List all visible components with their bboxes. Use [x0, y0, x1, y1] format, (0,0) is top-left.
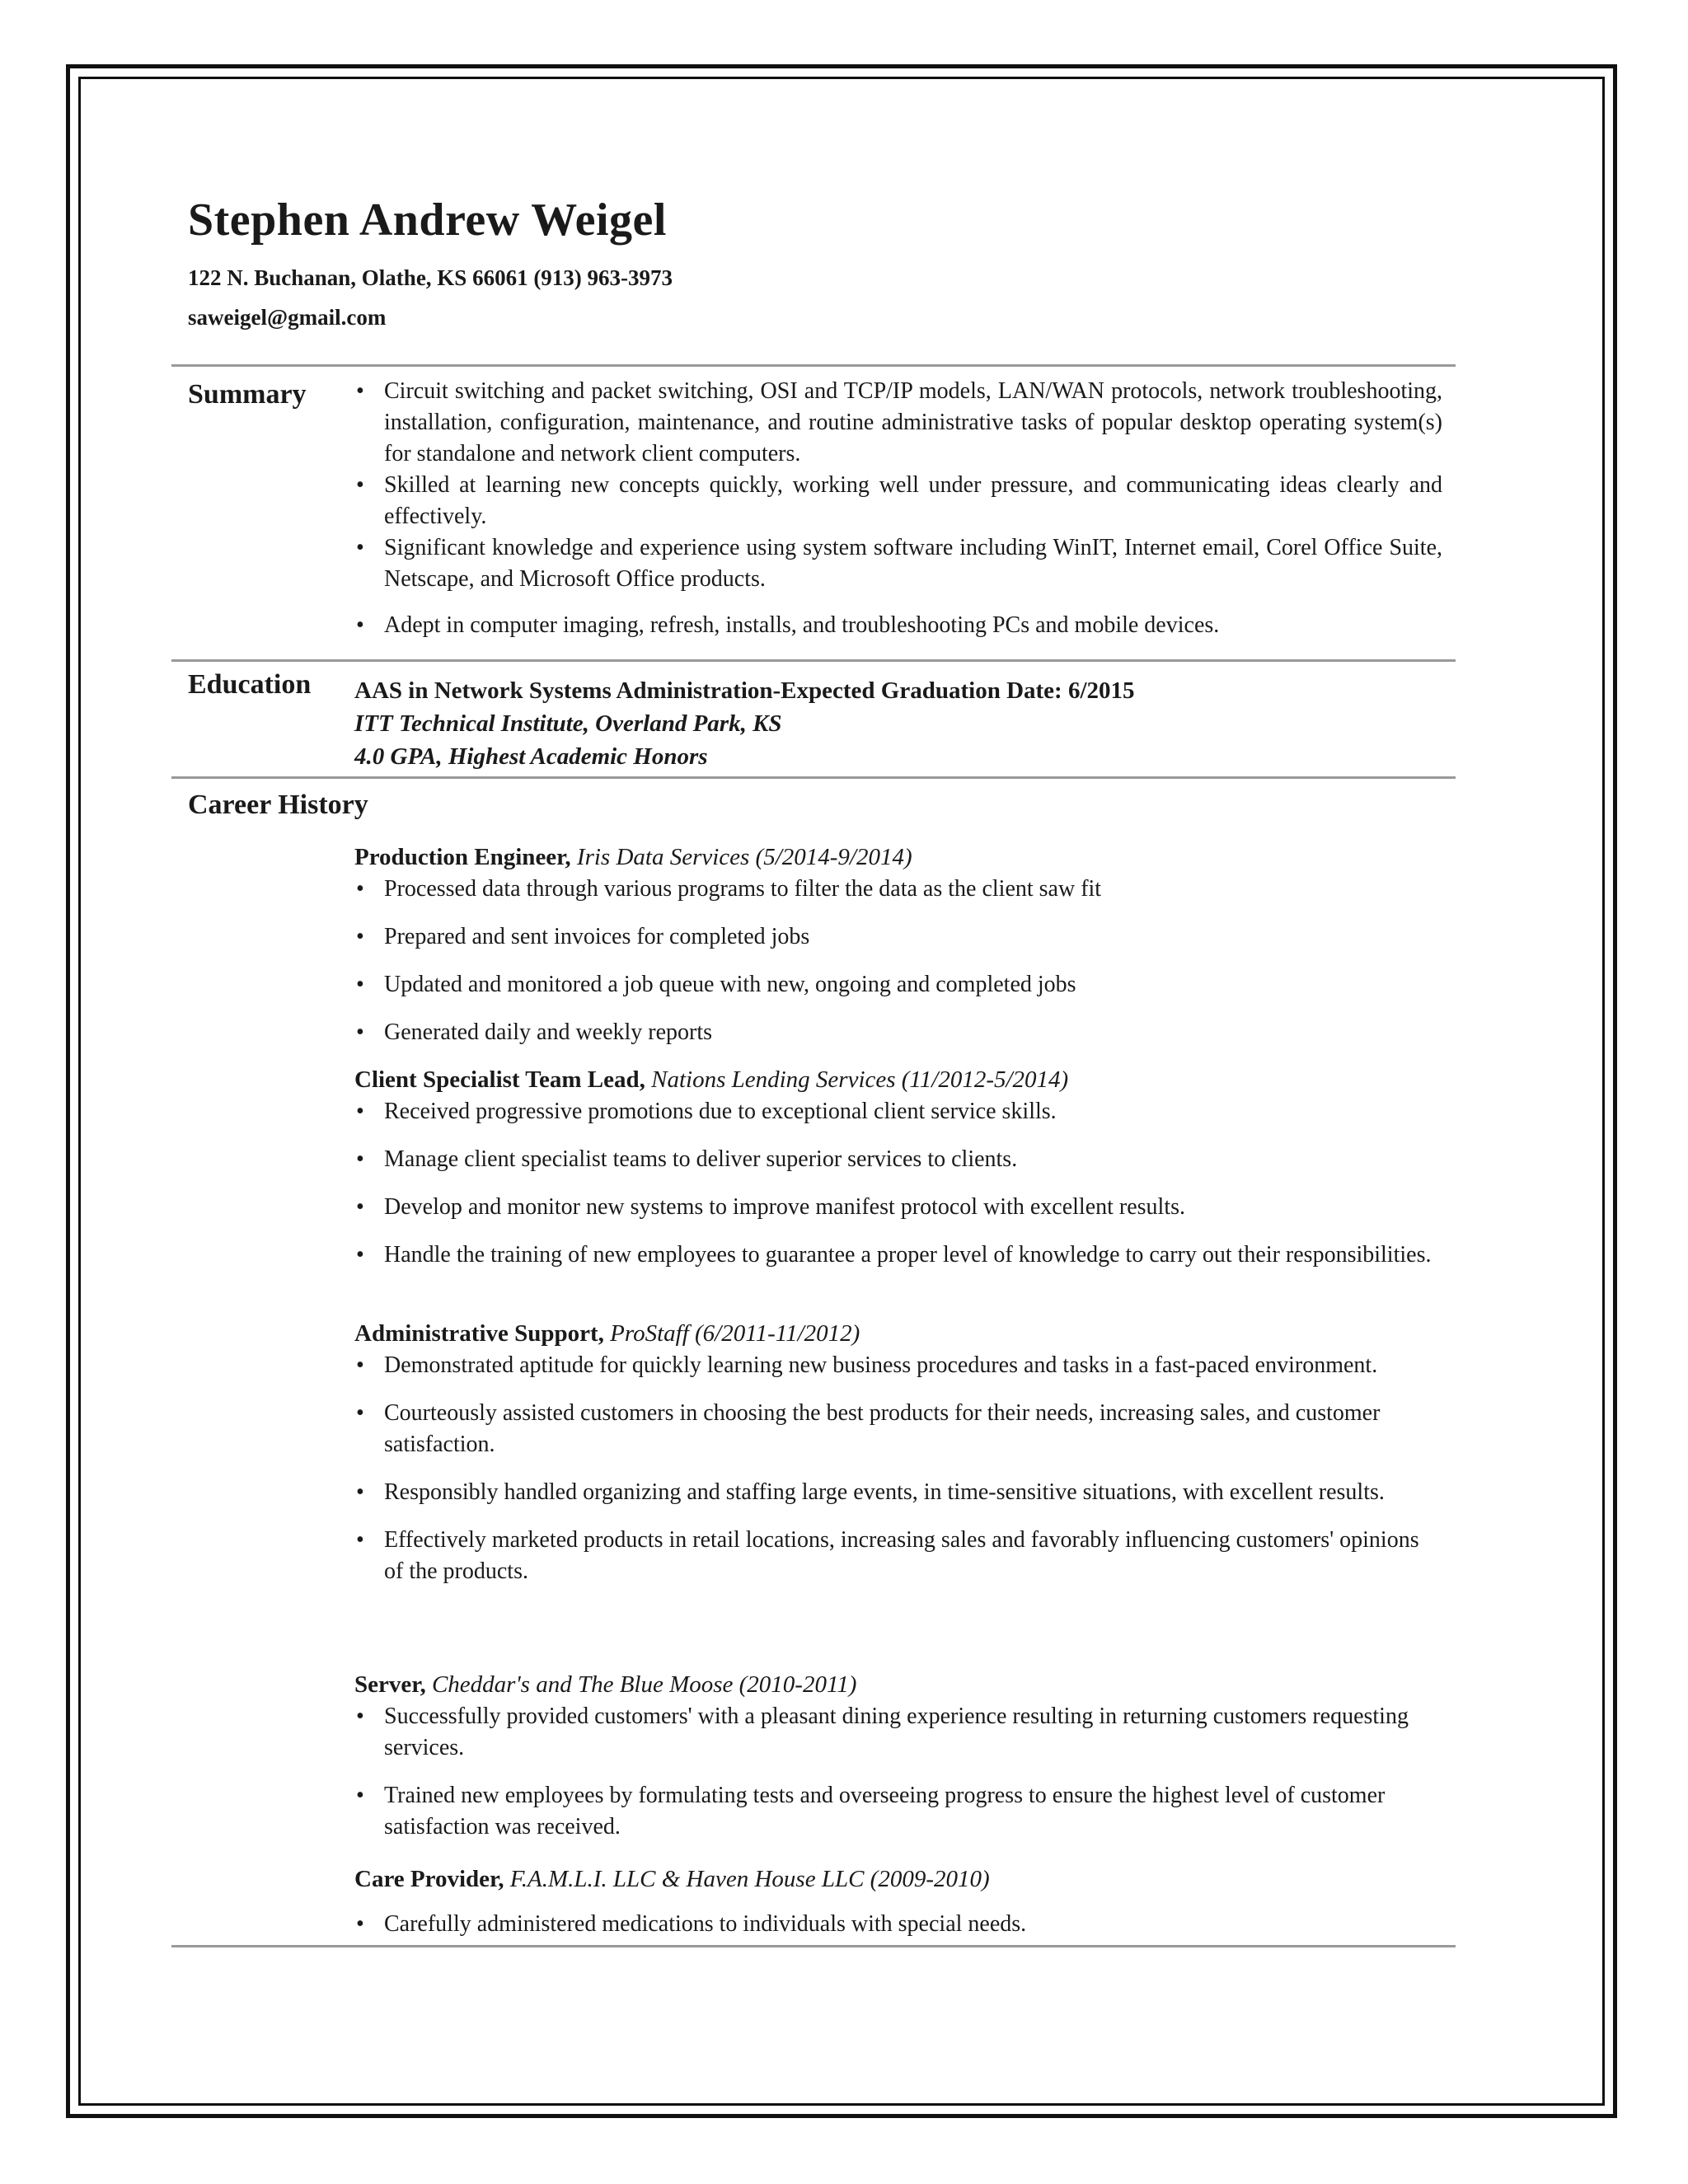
job-bullet: • Prepared and sent invoices for completed jobs: [354, 921, 1442, 953]
job-title: Administrative Support,: [354, 1320, 604, 1347]
job-bullet: • Effectively marketed products in retail locations, increasing sales and favorably influencing customers' opinions of the products.: [354, 1525, 1442, 1587]
job-heading: [354, 1863, 1442, 1896]
job-title: Care Provider,: [354, 1866, 504, 1892]
job-bullet: • Processed data through various programs to filter the data as the client saw fit: [354, 874, 1442, 905]
summary-item: • Adept in computer imaging, refresh, installs, and troubleshooting PCs and mobile devices.: [354, 610, 1442, 641]
job-entry: [354, 1317, 1442, 1604]
job-bullets: [354, 1350, 1442, 1587]
contact-email: saweigel@gmail.com: [188, 305, 387, 330]
job-employer: Iris Data Services (5/2014-9/2014): [576, 844, 912, 870]
job-bullet: • Received progressive promotions due to exceptional client service skills.: [354, 1096, 1442, 1127]
job-bullet: • Trained new employees by formulating tests and overseeing progress to ensure the highest level of customer satisfaction was received.: [354, 1780, 1442, 1843]
job-employer: ProStaff (6/2011-11/2012): [610, 1320, 860, 1347]
job-bullets: [354, 1701, 1442, 1843]
job-heading: [354, 841, 1442, 874]
education-heading: Education: [188, 669, 312, 700]
job-employer: Nations Lending Services (11/2012-5/2014): [651, 1066, 1069, 1093]
job-entry: [354, 841, 1442, 1065]
job-entry: [354, 1863, 1442, 1957]
summary-item: • Circuit switching and packet switching, OSI and TCP/IP models, LAN/WAN protocols, network troubleshooting, installation, configuration, maintenance, and routine administrative tasks of popular desktop operating system(s) for standalone and network client computers.: [354, 376, 1442, 470]
contact-address: 122 N. Buchanan, Olathe, KS 66061 (913) 963-3973: [188, 265, 673, 290]
job-title: Production Engineer,: [354, 844, 571, 870]
job-bullet: • Generated daily and weekly reports: [354, 1017, 1442, 1048]
job-entry: [354, 1668, 1442, 1859]
job-heading: [354, 1668, 1442, 1701]
job-title: Client Specialist Team Lead,: [354, 1066, 645, 1093]
divider-education: [171, 659, 1456, 662]
job-bullet: • Courteously assisted customers in choosing the best products for their needs, increasing sales, and customer satisfaction.: [354, 1398, 1442, 1460]
education-school: ITT Technical Institute, Overland Park, KS: [354, 710, 782, 737]
education-gpa: 4.0 GPA, Highest Academic Honors: [354, 743, 708, 770]
summary-list: [354, 376, 1442, 641]
job-bullet: • Demonstrated aptitude for quickly learning new business procedures and tasks in a fast-paced environment.: [354, 1350, 1442, 1381]
job-bullets: [354, 874, 1442, 1048]
job-bullet: • Successfully provided customers' with a pleasant dining experience resulting in returning customers requesting services.: [354, 1701, 1442, 1764]
education-degree: AAS in Network Systems Administration-Expected Graduation Date: 6/2015: [354, 677, 1135, 704]
job-bullet: • Responsibly handled organizing and staffing large events, in time-sensitive situations, with excellent results.: [354, 1477, 1442, 1508]
job-bullet: • Updated and monitored a job queue with new, ongoing and completed jobs: [354, 969, 1442, 1001]
job-heading: [354, 1317, 1442, 1350]
candidate-name: Stephen Andrew Weigel: [188, 194, 667, 246]
divider-summary: [171, 364, 1456, 367]
job-entry: [354, 1063, 1442, 1287]
divider-career: [171, 776, 1456, 779]
job-bullet: • Develop and monitor new systems to improve manifest protocol with excellent results.: [354, 1192, 1442, 1223]
career-heading: Career History: [188, 790, 368, 820]
job-bullet: • Handle the training of new employees to guarantee a proper level of knowledge to carry out their responsibilities.: [354, 1240, 1442, 1271]
job-bullet: • Manage client specialist teams to deliver superior services to clients.: [354, 1144, 1442, 1175]
job-bullet: • Carefully administered medications to individuals with special needs.: [354, 1909, 1442, 1940]
job-heading: [354, 1063, 1442, 1096]
job-bullets: [354, 1909, 1442, 1940]
summary-item: • Significant knowledge and experience using system software including WinIT, Internet email, Corel Office Suite, Netscape, and Microsoft Office products.: [354, 532, 1442, 595]
job-employer: F.A.M.L.I. LLC & Haven House LLC (2009-2010): [509, 1866, 990, 1892]
summary-heading: Summary: [188, 379, 307, 410]
summary-item: • Skilled at learning new concepts quickly, working well under pressure, and communicating ideas clearly and effectively.: [354, 470, 1442, 532]
job-title: Server,: [354, 1671, 426, 1698]
job-bullets: [354, 1096, 1442, 1271]
job-employer: Cheddar's and The Blue Moose (2010-2011): [431, 1671, 857, 1698]
divider-bottom: [171, 1945, 1456, 1947]
